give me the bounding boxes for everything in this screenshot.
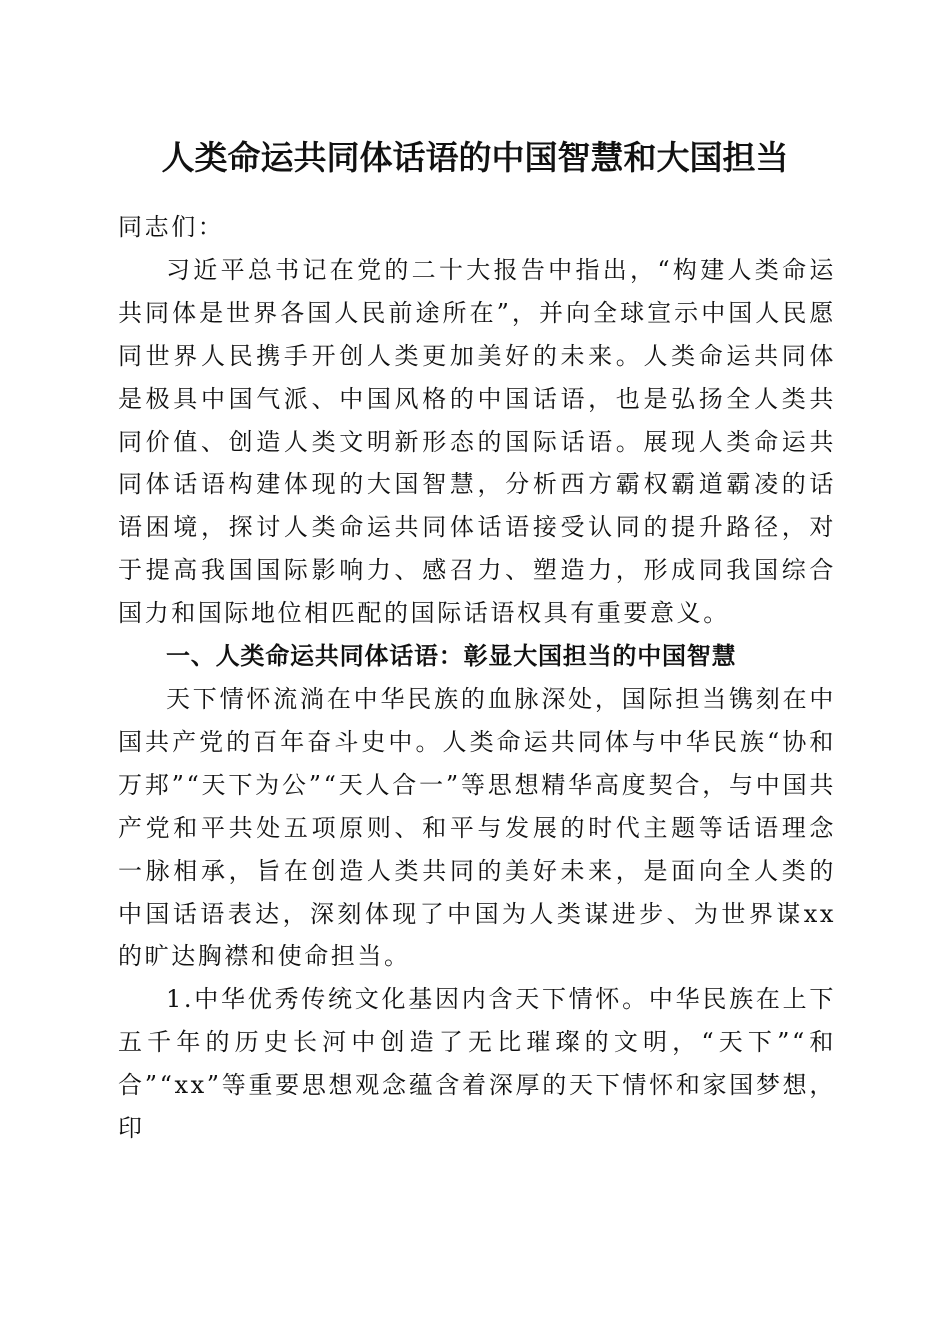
section-paragraph: 1.中华优秀传统文化基因内含天下情怀。中华民族在上下五千年的历史长河中创造了无比璀璨的文明，“天下”“和合”“xx”等重要思想观念蕴含着深厚的天下情怀和家国梦想，印 [118, 985, 836, 1143]
intro-paragraph: 习近平总书记在党的二十大报告中指出，“构建人类命运共同体是世界各国人民前途所在”，并向全球宣示中国人民愿同世界人民携手开创人类更加美好的未来。人类命运共同体是极具中国气派、中国风格的中国话语，也是弘扬全人类共同价值、创造人类文明新形态的国际话语。展现人类命运共同体话语构建体现的大国智慧，分析西方霸权霸道霸凌的话语困境，探讨人类命运共同体话语接受认同的提升路径，对于提高我国国际影响力、感召力、塑造力，形成同我国综合国力和国际地位相匹配的国际话语权具有重要意义。 [118, 255, 836, 628]
document-body [118, 206, 836, 1150]
section-paragraph: 天下情怀流淌在中华民族的血脉深处，国际担当镌刻在中国共产党的百年奋斗史中。人类命运共同体与中华民族“协和万邦”“天下为公”“天人合一”等思想精华高度契合，与中国共产党和平共处五项原则、和平与发展的时代主题等话语理念一脉相承，旨在创造人类共同的美好未来，是面向全人类的中国话语表达，深刻体现了中国为人类谋进步、为世界谋xx的旷达胸襟和使命担当。 [118, 684, 836, 971]
section-heading: 一、人类命运共同体话语：彰显大国担当的中国智慧 [166, 642, 737, 671]
document-title: 人类命运共同体话语的中国智慧和大国担当 [161, 138, 789, 177]
salutation: 同志们： [118, 213, 225, 241]
